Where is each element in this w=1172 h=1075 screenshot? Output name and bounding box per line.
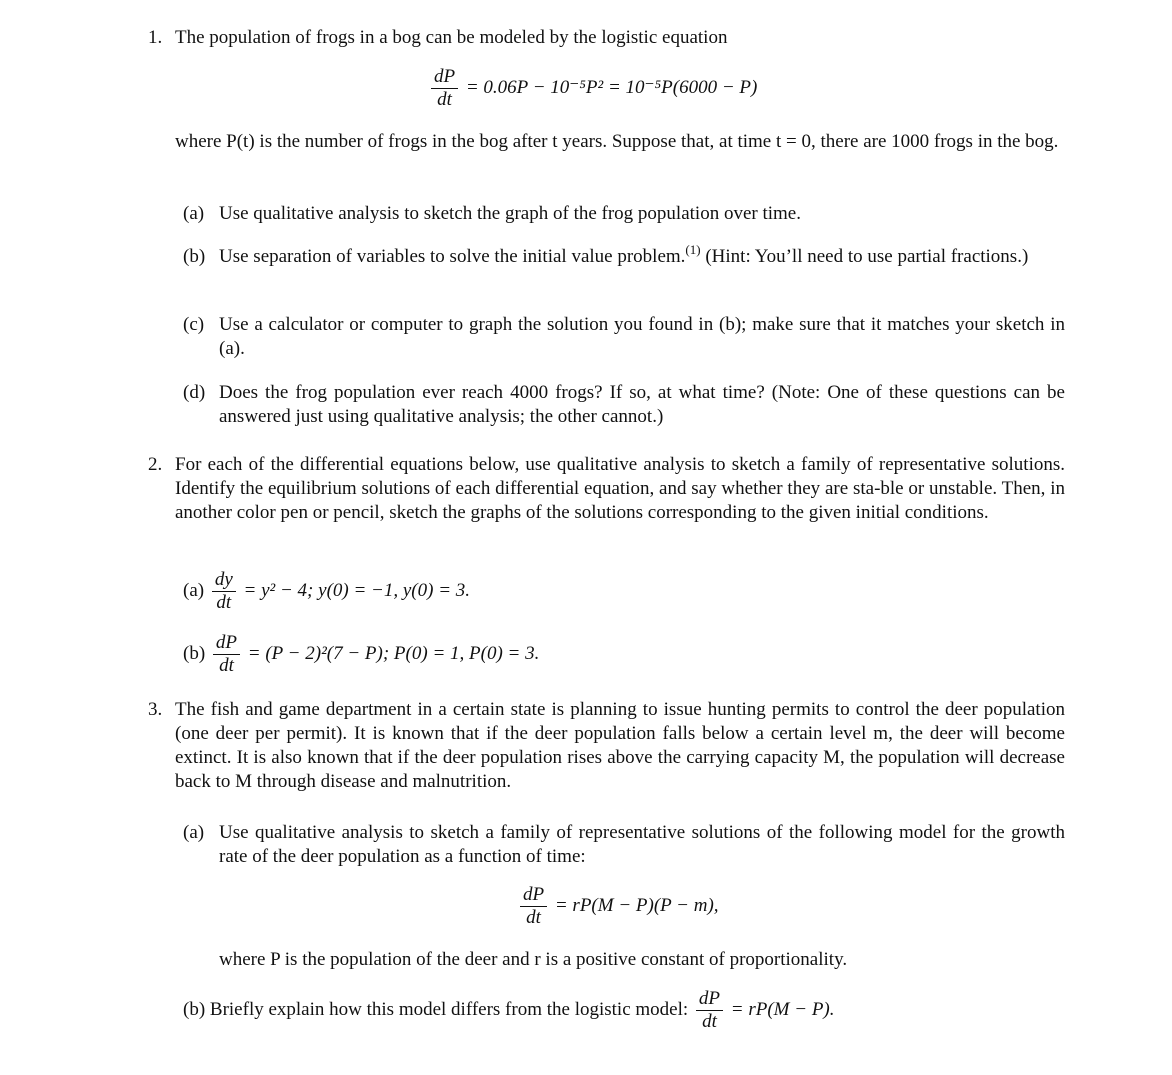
problem-1c-label: (c)	[183, 314, 205, 335]
problem-3-number: 3.	[148, 699, 163, 720]
problem-3b-label: (b)	[183, 998, 206, 1020]
problem-1-intro: The population of frogs in a bog can be modeled by the logistic equation	[175, 27, 728, 48]
problem-3a-text: Use qualitative analysis to sketch a family of representative solutions of the following model for the growth rate of the deer population as a function of time:	[219, 822, 1065, 867]
equation-fraction: $\frac{dP}{dt}$	[696, 988, 723, 1033]
problem-1b-label: (b)	[183, 246, 206, 267]
problem-1-equation	[428, 66, 757, 111]
equation-fraction: $\frac{dy}{dt}$	[212, 569, 236, 614]
equation-rhs: = 0.06P − 10⁻⁵P² = 10⁻⁵P(6000 − P)	[465, 76, 758, 98]
problem-3a-label: (a)	[183, 822, 205, 843]
problem-2a-rhs: = y² − 4; y(0) = −1, y(0) = 3.	[243, 579, 471, 601]
problem-2-intro: For each of the differential equations below, use qualitative analysis to sketch a family of representative solutions. Identify the equilibrium solutions of each differential equation, and say whether they are sta-ble or unstable. Then, in another color pen or pencil, sketch the graphs of the solutions corresponding to the given initial conditions.	[175, 454, 1065, 523]
equation-fraction: $\frac{dP}{dt}$	[431, 66, 458, 111]
problem-1-description: where P(t) is the number of frogs in the bog after t years. Suppose that, at time t = 0, there are 1000 frogs in the bog.	[175, 131, 1059, 152]
problem-1-number: 1.	[148, 27, 163, 48]
equation-fraction: $\frac{dP}{dt}$	[213, 632, 240, 677]
equation-fraction: $\frac{dP}{dt}$	[520, 884, 547, 929]
problem-3-intro: The fish and game department in a certain state is planning to issue hunting permits to control the deer population (one deer per permit). It is known that if the deer population falls below a certain level m, the deer will become extinct. It is also known that if the deer population rises above the carrying capacity M, the population will decrease back to M through disease and malnutrition.	[175, 699, 1065, 792]
problem-1a-text: Use qualitative analysis to sketch the graph of the frog population over time.	[219, 203, 801, 224]
problem-3b-text: Briefly explain how this model differs from the logistic model:	[209, 998, 689, 1020]
problem-3a-after: where P is the population of the deer and r is a positive constant of proportionality.	[219, 949, 848, 970]
problem-2b-label: (b)	[183, 642, 206, 664]
problem-3a-equation	[517, 884, 719, 929]
footnote-marker: (1)	[685, 242, 701, 257]
problem-2a	[183, 569, 470, 614]
problem-3b	[183, 988, 835, 1033]
problem-1d-label: (d)	[183, 382, 206, 403]
problem-2-number: 2.	[148, 454, 163, 475]
problem-2b	[183, 632, 539, 677]
problem-1c-text: Use a calculator or computer to graph the solution you found in (b); make sure that it matches your sketch in (a).	[219, 314, 1065, 359]
equation-rhs: = rP(M − P)(P − m),	[554, 894, 719, 916]
problem-1b-text: Use separation of variables to solve the initial value problem.$^{(1)}$ (Hint: You’ll need to use partial fractions.)	[219, 242, 1029, 267]
equation-rhs: = rP(M − P).	[730, 998, 835, 1020]
problem-1a-label: (a)	[183, 203, 205, 224]
problem-2b-rhs: = (P − 2)²(7 − P); P(0) = 1, P(0) = 3.	[247, 642, 540, 664]
problem-2a-label: (a)	[183, 579, 205, 601]
problem-1d-text: Does the frog population ever reach 4000 frogs? If so, at what time? (Note: One of these questions can be answered just using qualitative analysis; the other cannot.)	[219, 382, 1065, 427]
